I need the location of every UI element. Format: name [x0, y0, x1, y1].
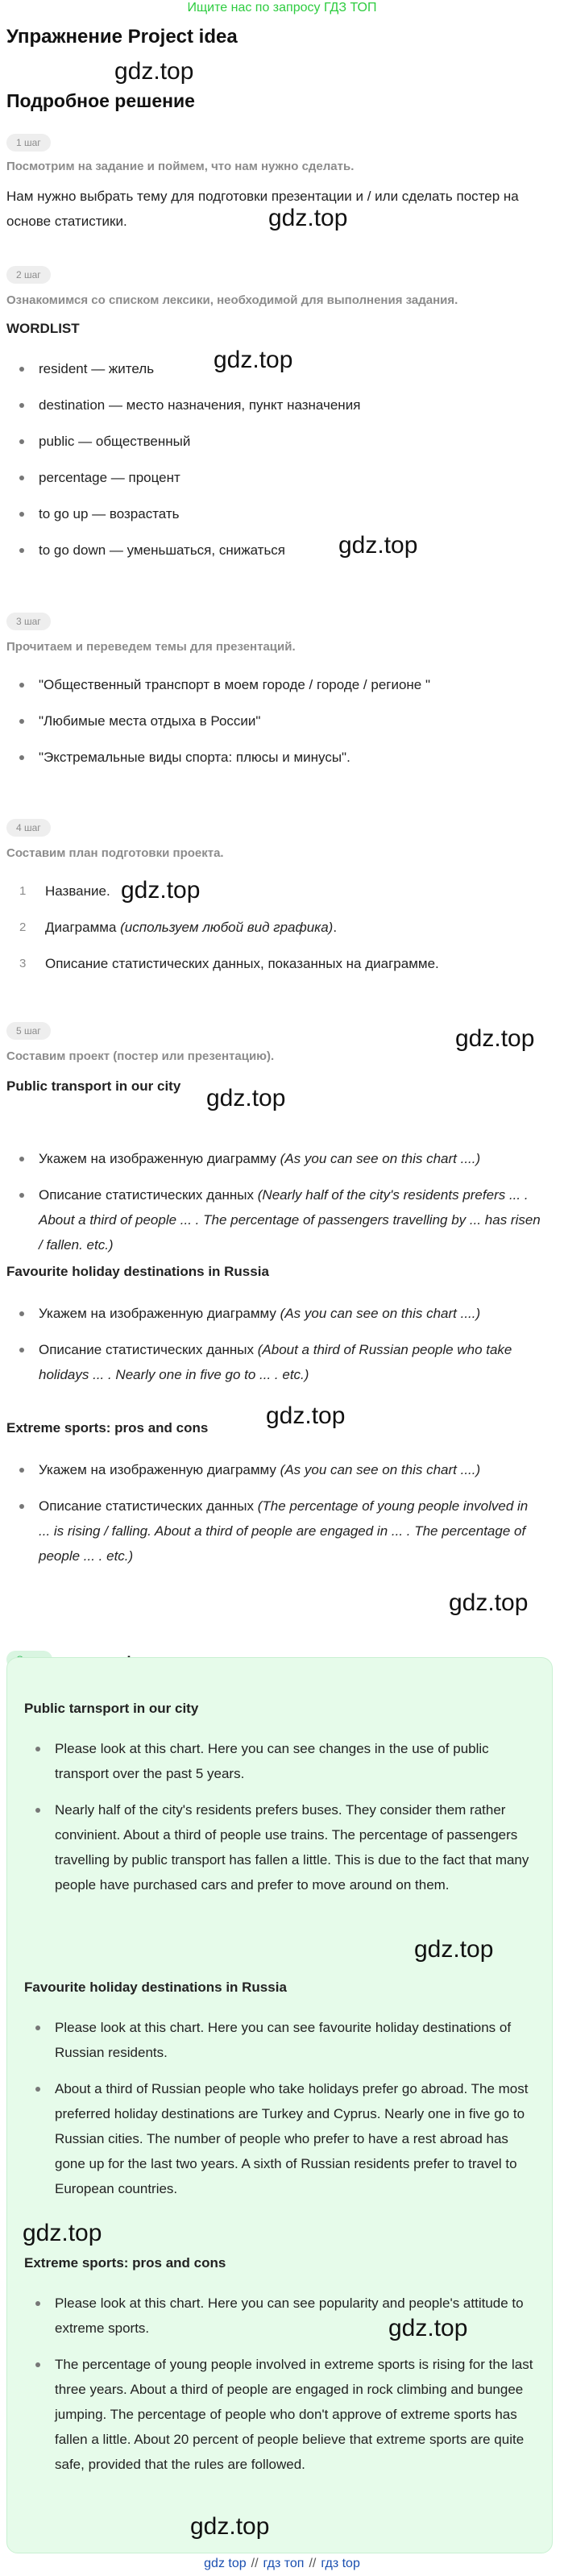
- list-item: resident — житель: [6, 356, 538, 381]
- list-item: Укажем на изображенную диаграмму (As you can see on this chart ....): [6, 1301, 542, 1326]
- answer-section-title: Extreme sports: pros and cons: [24, 2255, 226, 2271]
- separator: //: [251, 2557, 259, 2570]
- list-item: Укажем на изображенную диаграмму (As you can see on this chart ....): [6, 1457, 542, 1482]
- list-item: percentage — процент: [6, 465, 538, 490]
- list-number: 3: [19, 957, 27, 970]
- list-item: [6, 879, 538, 904]
- list-item: Nearly half of the city's residents prefers buses. They consider them rather convinient. About a third of people use trains. The percentage of passengers travelling by public transport has fallen a little. This is due to the fact that many people have purchased cars and prefer to move around on them.: [23, 1797, 538, 1897]
- watermark: gdz.top: [449, 1589, 529, 1616]
- plan-bullets: [6, 1301, 542, 1398]
- list-text: Диаграмма: [45, 920, 121, 935]
- section-title: Extreme sports: pros and cons: [6, 1420, 209, 1435]
- separator: //: [309, 2557, 317, 2570]
- step-badge-4: 4 шаг: [6, 819, 51, 837]
- watermark: gdz.top: [414, 1936, 494, 1963]
- list-text: Название.: [45, 883, 110, 899]
- list-item: to go up — возрастать: [6, 501, 538, 526]
- watermark: gdz.top: [266, 1402, 346, 1429]
- plan-bullets: [6, 1457, 542, 1580]
- list-text: Описание статистических данных, показанных на диаграмме.: [45, 956, 439, 971]
- watermark: gdz.top: [268, 205, 348, 231]
- list-text-tail: .: [333, 920, 338, 935]
- list-number: 2: [19, 920, 27, 934]
- section-title: Public transport in our city: [6, 1078, 181, 1094]
- step-hint-5: Составим проект (постер или презентацию).: [6, 1049, 275, 1063]
- watermark: gdz.top: [23, 2220, 102, 2246]
- topics-list: [6, 672, 538, 781]
- list-item: Please look at this chart. Here you can see favourite holiday destinations of Russian residents.: [23, 2015, 538, 2065]
- step-text-1: Нам нужно выбрать тему для подготовки презентации и / или сделать постер на основе статистики.: [6, 189, 519, 229]
- list-item: Укажем на изображенную диаграмму (As you can see on this chart ....): [6, 1146, 542, 1171]
- watermark: gdz.top: [206, 1085, 286, 1111]
- list-item: "Общественный транспорт в моем городе / городе / регионе ": [6, 672, 538, 697]
- list-item: public — общественный: [6, 429, 538, 454]
- watermark: gdz.top: [388, 2315, 468, 2341]
- step-hint-2: Ознакомимся со списком лексики, необходимой для выполнения задания.: [6, 293, 458, 307]
- list-item: Описание статистических данных (The percentage of young people involved in ... is rising / falling. About a third of people are engaged in ... . The percentage of people ... . etc.): [6, 1494, 542, 1568]
- page-title: Упражнение Project idea: [6, 26, 238, 48]
- answer-list: [23, 1736, 538, 1909]
- wordlist: [6, 356, 538, 574]
- watermark: gdz.top: [121, 877, 201, 904]
- footer-link[interactable]: gdz top: [204, 2557, 247, 2570]
- watermark: gdz.top: [114, 58, 194, 85]
- footer-links: [0, 2557, 564, 2571]
- list-item: Please look at this chart. Here you can see changes in the use of public transport over the past 5 years.: [23, 1736, 538, 1786]
- list-item: "Экстремальные виды спорта: плюсы и минусы".: [6, 745, 538, 770]
- list-item: [6, 951, 538, 976]
- list-item: Please look at this chart. Here you can see popularity and people's attitude to extreme sports.: [23, 2291, 538, 2341]
- step-hint-4: Составим план подготовки проекта.: [6, 846, 224, 860]
- step-badge-2: 2 шаг: [6, 266, 51, 284]
- answer-section-title: Public tarnsport in our city: [24, 1701, 199, 1716]
- list-item: destination — место назначения, пункт назначения: [6, 393, 538, 418]
- answer-section-title: Favourite holiday destinations in Russia: [24, 1980, 287, 1995]
- list-item: [6, 915, 538, 940]
- step-badge-3: 3 шаг: [6, 613, 51, 630]
- search-banner[interactable]: Ищите нас по запросу ГДЗ ТОП: [187, 1, 377, 15]
- step-badge-1: 1 шаг: [6, 134, 51, 152]
- plan-bullets: [6, 1146, 542, 1269]
- watermark: gdz.top: [338, 532, 418, 559]
- step-badge-5: 5 шаг: [6, 1022, 51, 1040]
- footer-link[interactable]: гдз топ: [263, 2557, 305, 2570]
- watermark: gdz.top: [214, 347, 293, 373]
- step-hint-3: Прочитаем и переведем темы для презентаций.: [6, 640, 296, 654]
- section-title: Favourite holiday destinations in Russia: [6, 1264, 269, 1279]
- list-item: to go down — уменьшаться, снижаться: [6, 538, 538, 563]
- wordlist-title: WORDLIST: [6, 321, 80, 336]
- answer-list: [23, 2015, 538, 2212]
- watermark: gdz.top: [455, 1025, 535, 1052]
- watermark: gdz.top: [190, 2513, 270, 2540]
- page-subtitle: Подробное решение: [6, 90, 195, 111]
- list-number: 1: [19, 884, 27, 898]
- list-item: The percentage of young people involved in extreme sports is rising for the last three years. About a third of people are engaged in rock climbing and bungee jumping. The percentage of people who don't approve of extreme sports has fallen a little. About 20 percent of people believe that extreme sports are quite safe, provided that the rules are followed.: [23, 2352, 538, 2477]
- step-hint-1: Посмотрим на задание и поймем, что нам нужно сделать.: [6, 160, 355, 173]
- list-text-italic: (используем любой вид графика): [120, 920, 334, 935]
- list-item: Описание статистических данных (About a third of Russian people who take holidays ... . Nearly one in five go to ... . etc.): [6, 1337, 542, 1387]
- list-item: "Любимые места отдыха в России": [6, 708, 538, 733]
- list-item: Описание статистических данных (Nearly half of the city's residents prefers ... . About a third of people ... . The percentage of passengers travelling by ... has risen / fallen. etc.): [6, 1182, 542, 1257]
- plan-list: [6, 879, 538, 987]
- footer-link[interactable]: гдз top: [321, 2557, 360, 2570]
- list-item: About a third of Russian people who take holidays prefer go abroad. The most preferred holiday destinations are Turkey and Cyprus. Nearly one in five go to Russian cities. The number of people who prefer to have a rest abroad has gone up for the last two years. A sixth of Russian residents prefer to travel to European countries.: [23, 2076, 538, 2201]
